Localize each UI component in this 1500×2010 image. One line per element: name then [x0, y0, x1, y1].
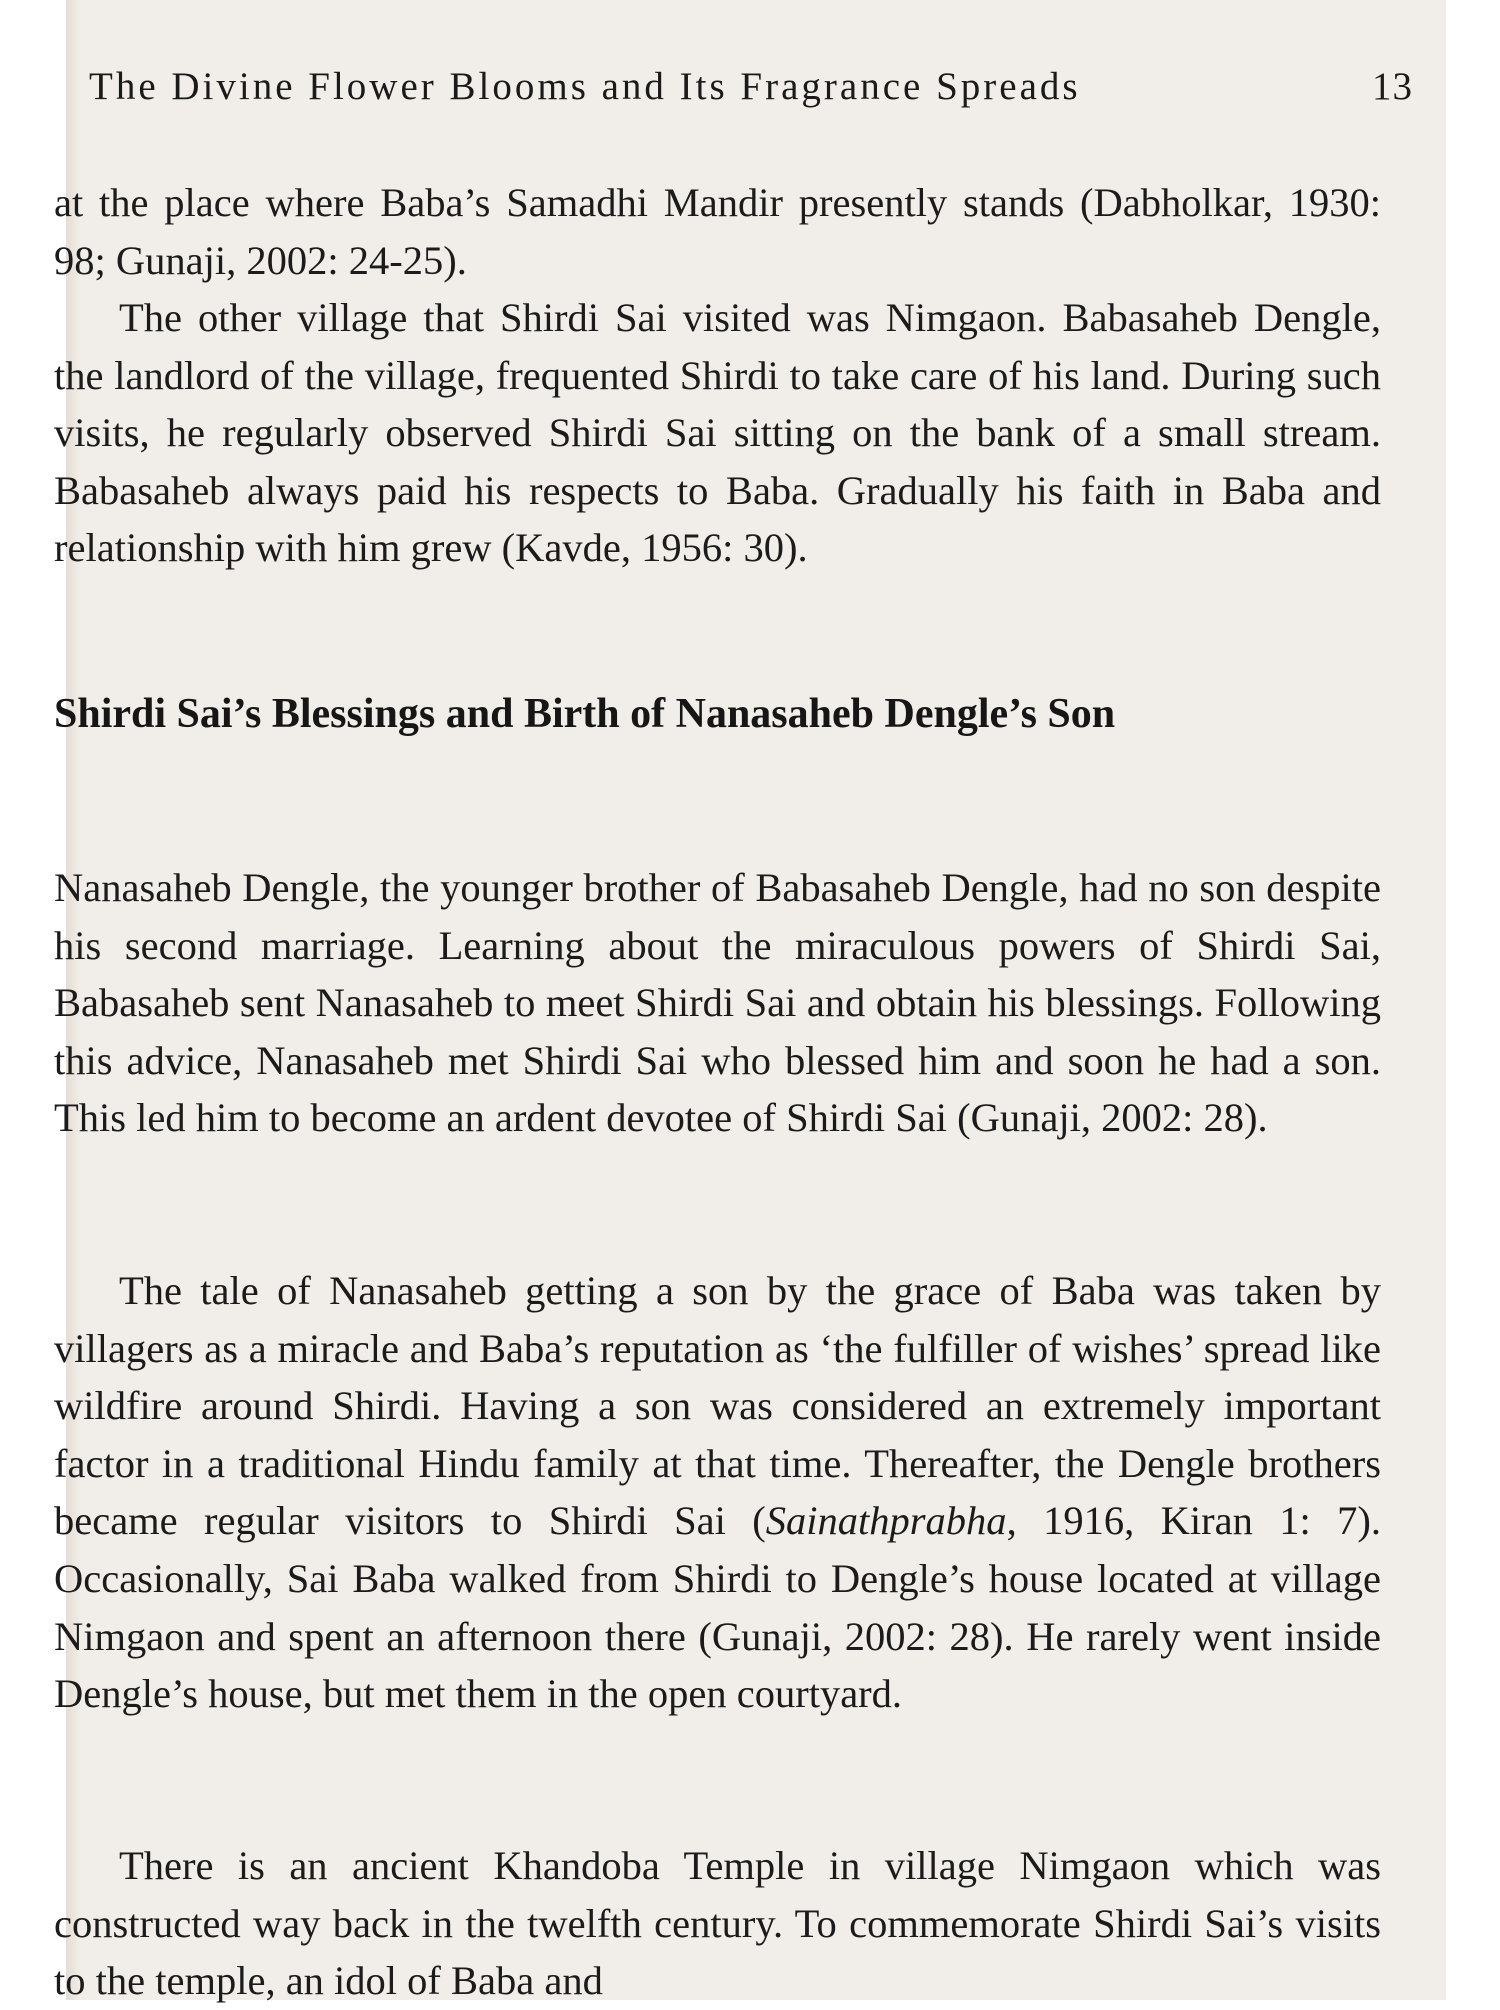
paragraph-miracle-text-1: The tale of Nanasaheb getting a son by the grace of Baba was taken by villagers as a miracle and Baba’s reputation as ‘the fulfiller of wishes’ spread like wildfire around Shirdi. Having a son was considered an extremely important factor in a traditional Hindu family at that time. Thereafter, the Dengle brothers became regular visitors to Shirdi Sai ( [54, 1268, 1381, 1544]
paragraph-nanasaheb: Nanasaheb Dengle, the younger brother of Babasaheb Dengle, had no son despite his second marriage. Learning about the miraculous powers of Shirdi Sai, Babasaheb sent Nanasaheb to meet Shirdi Sai and obtain his blessings. Following this advice, Nanasaheb met Shirdi Sai who blessed him and soon he had a son. This led him to become an ardent devotee of Shirdi Sai (Gunaji, 2002: 28). [54, 865, 1381, 1141]
running-head [89, 56, 1429, 116]
paragraph-miracle [54, 1262, 1381, 1723]
running-head-title: The Divine Flower Blooms and Its Fragrance Spreads [89, 65, 1081, 108]
publication-title: Sainathprabha [765, 1498, 1007, 1544]
paragraph-miracle-text-2: , 1916, Kiran 1: 7). Occasionally, Sai Baba walked from Shirdi to Dengle’s house located at village Nimgaon and spent an afternoon there (Gunaji, 2002: 28). He rarely went inside Dengle’s house, but met them in the open courtyard. [54, 1498, 1382, 1717]
paragraph-khandoba-temple: There is an ancient Khandoba Temple in village Nimgaon which was constructed way back in the twelfth century. To commemorate Shirdi Sai’s visits to the temple, an idol of Baba and [54, 1843, 1381, 2004]
section-heading: Shirdi Sai’s Blessings and Birth of Nanasaheb Dengle’s Son [54, 691, 1116, 737]
page-number: 13 [1372, 65, 1413, 108]
paragraph-continuation: at the place where Baba’s Samadhi Mandir presently stands (Dabholkar, 1930: 98; Gunaji, 2002: 24-25). [54, 180, 1381, 283]
paragraph-nimgaon: The other village that Shirdi Sai visited was Nimgaon. Babasaheb Dengle, the landlord of the village, frequented Shirdi to take care of his land. During such visits, he regularly observed Shirdi Sai sitting on the bank of a small stream. Babasaheb always paid his respects to Baba. Gradually his faith in Baba and relationship with him grew (Kavde, 1956: 30). [54, 295, 1381, 571]
